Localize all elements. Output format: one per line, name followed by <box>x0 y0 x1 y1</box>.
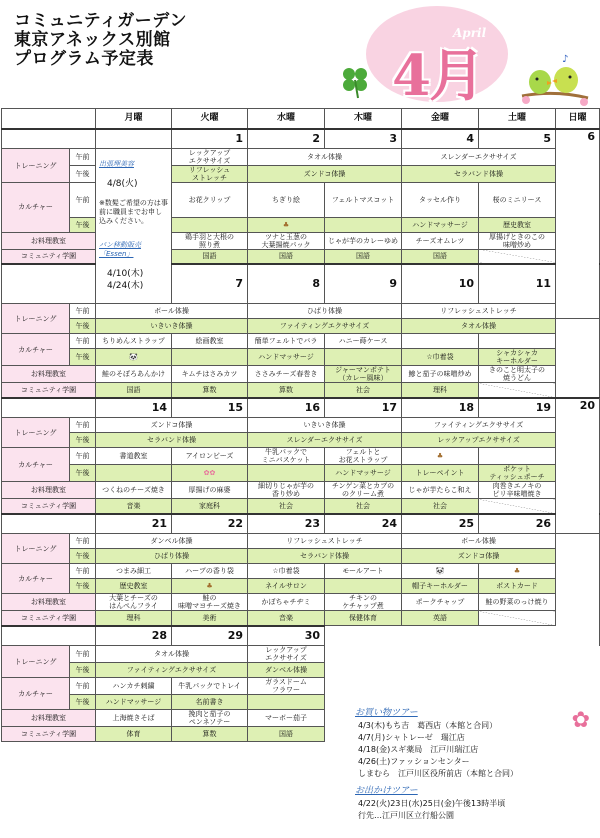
date-cell: 5 <box>479 129 556 149</box>
notice-haircut-date: 4/8(火) <box>107 179 138 189</box>
school-cell: 国語 <box>172 249 248 264</box>
culture-am-cell: アイロンビーズ <box>172 448 248 465</box>
am-label: 午前 <box>70 304 96 319</box>
cooking-cell: 厚揚げときのこの 味噌炒め <box>479 232 556 249</box>
date-cell: 17 <box>325 398 402 418</box>
school-cell-empty <box>479 249 556 264</box>
row-label-school: コミュニティ学園 <box>2 727 96 742</box>
school-cell: 英語 <box>402 611 479 626</box>
school-cell-empty <box>479 611 556 626</box>
training-pm-cell: いきいき体操 <box>96 319 248 334</box>
training-am-cell: ズンドコ体操 <box>96 418 248 433</box>
school-cell: 理科 <box>96 611 172 626</box>
culture-pm-cell: ハンドマッサージ <box>96 695 172 710</box>
culture-am-cell <box>402 448 479 465</box>
school-cell: 理科 <box>402 383 479 398</box>
sprout-icon: ♣ <box>206 582 213 590</box>
date-cell: 7 <box>172 264 248 304</box>
shopping-tour-item: 4/26(土)ファッションセンター <box>358 757 470 766</box>
day-header-thu: 木曜 <box>325 109 402 129</box>
row-label-school: コミュニティ学園 <box>2 383 96 398</box>
outing-tour-item: 4/22(火)23日(水)25日(金)午後13時半頃 <box>358 799 506 808</box>
am-label: 午前 <box>70 418 96 433</box>
cooking-cell: チキンの ケチャップ煮 <box>325 594 402 611</box>
culture-am-cell <box>402 564 479 579</box>
sprout-icon: ♣ <box>282 220 290 229</box>
date-cell: 23 <box>248 514 325 534</box>
am-label: 午前 <box>70 334 96 349</box>
training-am-cell: レックアップ エクササイズ <box>248 646 325 663</box>
week1-blank <box>2 129 96 149</box>
school-cell: 家庭科 <box>172 499 248 514</box>
culture-am-cell: フェルトマスコット <box>325 183 402 218</box>
pm-label: 午後 <box>70 319 96 334</box>
week-blank <box>2 264 96 304</box>
pm-label: 午後 <box>70 579 96 594</box>
cooking-cell: マーボー茄子 <box>248 710 325 727</box>
week-blank <box>2 398 96 418</box>
culture-pm-cell <box>325 217 402 232</box>
culture-pm-cell <box>96 465 172 482</box>
date-cell: 4 <box>402 129 479 149</box>
cooking-cell: 厚揚げの麻婆 <box>172 482 248 499</box>
training-am-cell: いきいき体操 <box>248 418 402 433</box>
date-cell: 28 <box>96 626 172 646</box>
training-am-cell: ひばり体操 <box>248 304 402 319</box>
culture-pm-cell: トレーペイント <box>402 465 479 482</box>
school-cell: 社会 <box>248 499 325 514</box>
pm-label: 午後 <box>70 166 96 183</box>
culture-pm-cell <box>172 217 248 232</box>
school-cell: 算数 <box>172 727 248 742</box>
culture-am-cell <box>479 564 556 579</box>
date-cell: 14 <box>96 398 172 418</box>
culture-am-cell: タッセル作り <box>402 183 479 218</box>
row-label-culture: カルチャー <box>2 564 70 594</box>
training-am-cell: レックアップ エクササイズ <box>172 149 248 166</box>
school-cell: 国語 <box>248 727 325 742</box>
notice-bread-title: パン移動販売 「Essen」 <box>99 241 141 258</box>
sakura-icon: ✿ <box>571 708 590 733</box>
training-am-cell: タオル体操 <box>96 646 248 663</box>
training-pm-cell: ファイティングエクササイズ <box>96 663 248 678</box>
culture-am-cell: 桜のミニリース <box>479 183 556 218</box>
culture-pm-cell: ネイルサロン <box>248 579 325 594</box>
row-label-training: トレーニング <box>2 304 70 334</box>
date-cell: 19 <box>479 398 556 418</box>
culture-pm-cell <box>172 349 248 366</box>
school-cell: 国語 <box>325 249 402 264</box>
row-label-culture: カルチャー <box>2 334 70 366</box>
cooking-cell: じゃが芋のカレーゆめ <box>325 232 402 249</box>
training-pm-cell: セラバンド体操 <box>248 549 402 564</box>
notice-bread-dates: 4/10(木) 4/24(木) <box>107 269 144 291</box>
shopping-tour-title: お買い物ツアー <box>355 708 418 718</box>
culture-pm-cell: 歴史教室 <box>96 579 172 594</box>
culture-am-cell <box>479 448 556 465</box>
culture-am-cell: お花クリップ <box>172 183 248 218</box>
culture-pm-cell: 名前書き <box>172 695 248 710</box>
pm-label: 午後 <box>70 217 96 232</box>
school-cell: 算数 <box>172 383 248 398</box>
pm-label: 午後 <box>70 349 96 366</box>
school-cell: 国語 <box>248 249 325 264</box>
cooking-cell: 鯵と茄子の味噌炒め <box>402 366 479 383</box>
date-cell: 26 <box>479 514 556 534</box>
culture-pm-cell: 歴史教室 <box>479 217 556 232</box>
training-pm-cell: ひばり体操 <box>96 549 248 564</box>
training-am-cell: ファイティングエクササイズ <box>402 418 556 433</box>
training-pm-cell: ファイティングエクササイズ <box>248 319 402 334</box>
cooking-cell: ポークチャップ <box>402 594 479 611</box>
cooking-cell: チンゲン菜とカブの のクリーム煮 <box>325 482 402 499</box>
pm-label: 午後 <box>70 663 96 678</box>
training-pm-cell: リフレッシュ ストレッチ <box>172 166 248 183</box>
row-label-school: コミュニティ学園 <box>2 499 96 514</box>
shopping-tour-item: 4/7(月)シャトレーゼ 瑞江店 <box>358 733 465 742</box>
school-cell: 体育 <box>96 727 172 742</box>
date-cell: 30 <box>248 626 325 646</box>
culture-pm-cell: ハンドマッサージ <box>248 349 325 366</box>
school-cell: 保健体育 <box>325 611 402 626</box>
culture-am-cell: 簡単フェルトでバラ <box>248 334 325 349</box>
culture-pm-cell: ☆巾着袋 <box>402 349 479 366</box>
shopping-tour-item: 4/18(金)スギ薬局 江戸川瑞江店 <box>358 745 479 754</box>
pm-label: 午後 <box>70 465 96 482</box>
am-label: 午前 <box>70 678 96 695</box>
culture-pm-cell <box>325 349 402 366</box>
day-header-fri: 金曜 <box>402 109 479 129</box>
culture-pm-cell <box>325 579 402 594</box>
training-pm-cell: レックアップエクササイズ <box>402 433 556 448</box>
week-blank <box>2 514 96 534</box>
culture-am-cell: 絵画教室 <box>172 334 248 349</box>
training-am-cell: ボール体操 <box>402 534 556 549</box>
svg-text:♪: ♪ <box>562 54 569 65</box>
shopping-tour-item: 4/3(木)もち吉 葛西店（本館と合同） <box>358 721 498 730</box>
date-cell: 24 <box>325 514 402 534</box>
culture-pm-cell <box>248 217 325 232</box>
culture-am-cell: ハニー蒔ケース <box>325 334 402 349</box>
cooking-cell: 肉巻きエノキの ピリ辛味噌焼き <box>479 482 556 499</box>
culture-pm-cell: ポストカード <box>479 579 556 594</box>
school-cell-empty <box>479 383 556 398</box>
training-pm-cell: セラバンド体操 <box>96 433 248 448</box>
training-am-cell: ボール体操 <box>96 304 248 319</box>
row-label-culture: カルチャー <box>2 183 70 233</box>
date-cell-sunday: 6 <box>556 129 600 319</box>
cooking-cell: 鮭の 味噌マヨチーズ焼き <box>172 594 248 611</box>
row-label-school: コミュニティ学園 <box>2 249 96 264</box>
notice-haircut-text: ※数髪ご希望の方は事前に職員までお申し込みください。 <box>99 199 168 225</box>
header <box>0 0 600 108</box>
culture-pm-cell: ハンドマッサージ <box>325 465 402 482</box>
row-label-training: トレーニング <box>2 149 70 183</box>
cooking-cell: つくねのチーズ焼き <box>96 482 172 499</box>
week-blank <box>2 626 96 646</box>
culture-am-cell: ちりめんストラップ <box>96 334 172 349</box>
notice-box <box>96 149 172 304</box>
cooking-cell: 鮭のそぼろあんかけ <box>96 366 172 383</box>
day-header-mon: 月曜 <box>96 109 172 129</box>
cooking-cell: チーズオムレツ <box>402 232 479 249</box>
pm-label: 午後 <box>70 549 96 564</box>
cooking-cell: 上海焼きそば <box>96 710 172 727</box>
school-cell: 算数 <box>248 383 325 398</box>
cooking-cell: ささみチーズ春巻き <box>248 366 325 383</box>
row-label-training: トレーニング <box>2 418 70 448</box>
culture-pm-cell <box>172 465 248 482</box>
day-header-sun: 日曜 <box>556 109 600 129</box>
row-label-cooking: お料理教室 <box>2 710 96 727</box>
tours-panel <box>352 702 598 836</box>
row-label-school: コミュニティ学園 <box>2 611 96 626</box>
culture-am-cell: ☆巾着袋 <box>248 564 325 579</box>
sakura-icon: ✿✿ <box>203 469 216 477</box>
date-cell: 1 <box>172 129 248 149</box>
am-label: 午前 <box>70 448 96 465</box>
row-label-culture: カルチャー <box>2 678 70 710</box>
row-label-cooking: お料理教室 <box>2 482 96 499</box>
culture-pm-cell <box>172 579 248 594</box>
date-cell: 21 <box>96 514 172 534</box>
date-cell: 3 <box>325 129 402 149</box>
day-header-tue: 火曜 <box>172 109 248 129</box>
culture-am-cell: ちぎり絵 <box>248 183 325 218</box>
culture-am-cell: ハーブの香り袋 <box>172 564 248 579</box>
sprout-icon: ♣ <box>436 452 444 460</box>
date-cell: 8 <box>248 264 325 304</box>
row-label-cooking: お料理教室 <box>2 232 96 249</box>
training-am-cell: タオル体操 <box>248 149 402 166</box>
culture-pm-cell: ポケット ティッシュポーチ <box>479 465 556 482</box>
culture-am-cell: 牛乳パックで ミニバスケット <box>248 448 325 465</box>
row-label-culture: カルチャー <box>2 448 70 482</box>
training-pm-cell: ズンドコ体操 <box>402 549 556 564</box>
culture-am-cell: つまみ細工 <box>96 564 172 579</box>
am-label: 午前 <box>70 564 96 579</box>
sprout-icon: ♣ <box>513 567 521 575</box>
culture-am-cell: ガラスドーム フラワー <box>248 678 325 695</box>
corner-cell <box>2 109 96 129</box>
culture-am-cell: 牛乳パックでトレイ <box>172 678 248 695</box>
pm-label: 午後 <box>70 433 96 448</box>
culture-pm-cell: ハンドマッサージ <box>402 217 479 232</box>
outing-tour-item: 行先…江戸川区立行船公園 <box>358 811 454 820</box>
training-pm-cell: タオル体操 <box>402 319 556 334</box>
pm-label: 午後 <box>70 695 96 710</box>
school-cell: 国語 <box>96 383 172 398</box>
notice-haircut-title: 出張理美容 <box>99 160 134 168</box>
day-header-sat: 土曜 <box>479 109 556 129</box>
date-cell: 9 <box>325 264 402 304</box>
row-label-cooking: お料理教室 <box>2 366 96 383</box>
training-pm-cell: ズンドコ体操 <box>248 166 402 183</box>
training-am-cell: リフレッシュストレッチ <box>248 534 402 549</box>
month-english-label: April <box>453 26 487 40</box>
cooking-cell: 大葉とチーズの はんぺんフライ <box>96 594 172 611</box>
page-title <box>14 12 187 69</box>
culture-am-cell <box>479 334 556 349</box>
title-line-1: コミュニティガーデン <box>14 11 187 31</box>
cooking-cell: 細切りじゃが芋の 香り炒め <box>248 482 325 499</box>
training-pm-cell: ダンベル体操 <box>248 663 325 678</box>
cooking-cell: じゃが芋たらこ和え <box>402 482 479 499</box>
school-cell: 国語 <box>402 249 479 264</box>
am-label: 午前 <box>70 646 96 663</box>
cooking-cell: 挽肉と茄子の ペンネソテー <box>172 710 248 727</box>
cooking-cell: キムチはさみカツ <box>172 366 248 383</box>
culture-am-cell: ハンカチ刺繍 <box>96 678 172 695</box>
row-label-training: トレーニング <box>2 534 70 564</box>
title-line-3: プログラム予定表 <box>14 49 154 69</box>
panda-icon: 🐼 <box>129 353 138 361</box>
cooking-cell: 鶏手羽と大根の 照り煮 <box>172 232 248 249</box>
training-am-cell: リフレッシュストレッチ <box>402 304 556 319</box>
shopping-tour-item: しまむら 江戸川区役所前店（本館と合同） <box>358 769 518 778</box>
culture-pm-cell <box>96 349 172 366</box>
culture-pm-cell <box>248 695 325 710</box>
schedule-table <box>1 108 600 742</box>
cooking-cell: きのこと明太子の 焼うどん <box>479 366 556 383</box>
training-pm-cell: セラバンド体操 <box>402 166 556 183</box>
training-am-cell: スレンダーエクササイズ <box>402 149 556 166</box>
day-header-wed: 水曜 <box>248 109 325 129</box>
outing-tour-title: お出かけツアー <box>355 786 418 796</box>
date-cell <box>96 129 172 149</box>
date-cell: 10 <box>402 264 479 304</box>
date-cell: 15 <box>172 398 248 418</box>
school-cell: 社会 <box>325 499 402 514</box>
culture-am-cell: フェルトと お花ストラップ <box>325 448 402 465</box>
culture-am-cell <box>402 334 479 349</box>
culture-am-cell: モールアート <box>325 564 402 579</box>
birds-icon <box>520 52 590 106</box>
cooking-cell: 鮭の野菜のっけ焼り <box>479 594 556 611</box>
school-cell-empty <box>479 499 556 514</box>
school-cell: 美術 <box>172 611 248 626</box>
training-pm-cell: スレンダーエクササイズ <box>248 433 402 448</box>
month-label: 4月 <box>392 43 483 109</box>
am-label: 午前 <box>70 534 96 549</box>
date-cell: 25 <box>402 514 479 534</box>
title-line-2: 東京アネックス別館 <box>14 30 171 50</box>
cooking-cell: かぼちゃチヂミ <box>248 594 325 611</box>
am-label: 午前 <box>70 183 96 218</box>
school-cell: 音楽 <box>248 611 325 626</box>
date-cell: 29 <box>172 626 248 646</box>
school-cell: 音楽 <box>96 499 172 514</box>
cooking-cell: ツナと玉葱の 大葉揚焼パック <box>248 232 325 249</box>
date-cell: 11 <box>479 264 556 304</box>
cooking-cell: ジャーマンポテト （カレー風味） <box>325 366 402 383</box>
culture-am-cell: 書道教室 <box>96 448 172 465</box>
culture-pm-cell: 帽子キーホルダー <box>402 579 479 594</box>
date-cell: 18 <box>402 398 479 418</box>
date-cell-sunday: 20 <box>556 398 600 534</box>
culture-pm-cell <box>248 465 325 482</box>
am-label: 午前 <box>70 149 96 166</box>
culture-pm-cell: シャカシャカ キーホルダー <box>479 349 556 366</box>
panda-icon: 🐼 <box>435 567 445 575</box>
school-cell: 社会 <box>325 383 402 398</box>
row-label-training: トレーニング <box>2 646 70 678</box>
training-am-cell: ダンベル体操 <box>96 534 248 549</box>
date-cell: 2 <box>248 129 325 149</box>
school-cell: 社会 <box>402 499 479 514</box>
date-cell: 16 <box>248 398 325 418</box>
date-cell: 22 <box>172 514 248 534</box>
row-label-cooking: お料理教室 <box>2 594 96 611</box>
